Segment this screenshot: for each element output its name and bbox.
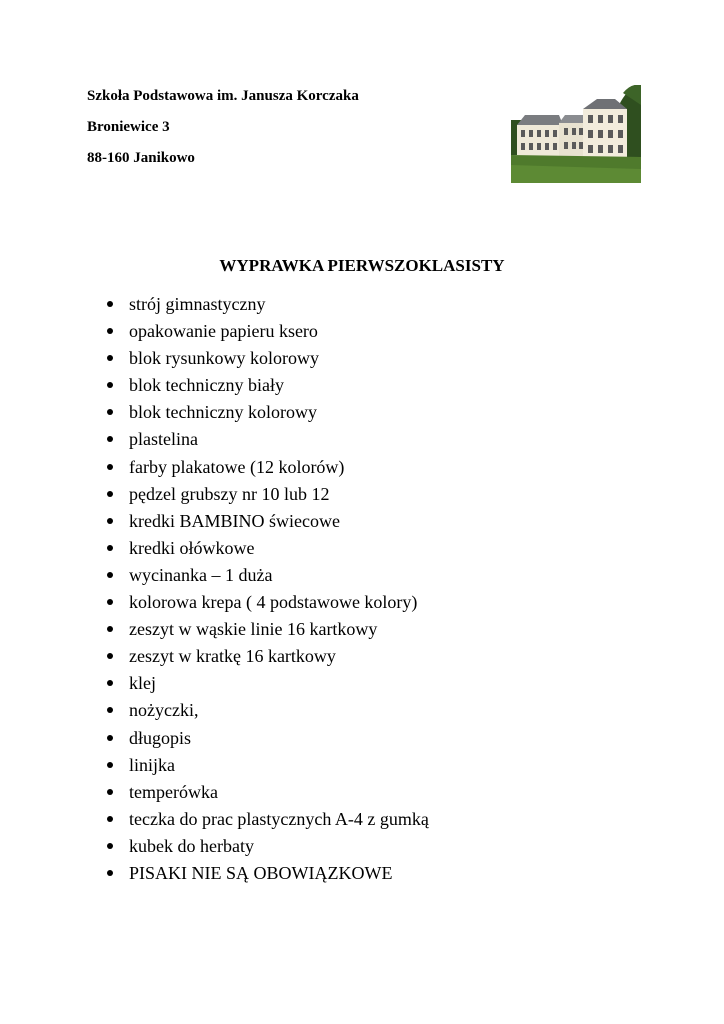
list-item-text: zeszyt w kratkę 16 kartkowy: [129, 646, 336, 667]
bullet-icon: [107, 518, 113, 524]
bullet-icon: [107, 789, 113, 795]
bullet-icon: [107, 572, 113, 578]
list-item-text: farby plakatowe (12 kolorów): [129, 456, 345, 477]
list-item-text: linijka: [129, 754, 175, 775]
school-name: Szkoła Podstawowa im. Janusza Korczaka: [87, 88, 359, 104]
bullet-icon: [107, 301, 113, 307]
list-item-text: kredki ołówkowe: [129, 537, 255, 558]
school-building-photo: [511, 85, 641, 183]
list-item-text: wycinanka – 1 duża: [129, 564, 273, 585]
list-item-text: kubek do herbaty: [129, 835, 254, 856]
bullet-icon: [107, 653, 113, 659]
bullet-icon: [107, 626, 113, 632]
list-item-text: PISAKI NIE SĄ OBOWIĄZKOWE: [129, 862, 393, 883]
bullet-icon: [107, 409, 113, 415]
document-title: WYPRAWKA PIERWSZOKLASISTY: [219, 256, 505, 275]
list-item-text: blok rysunkowy kolorowy: [129, 348, 319, 369]
bullet-icon: [107, 545, 113, 551]
list-item-text: zeszyt w wąskie linie 16 kartkowy: [129, 619, 378, 640]
school-address-block: [87, 86, 487, 179]
bullet-icon: [107, 762, 113, 768]
bullet-icon: [107, 382, 113, 388]
bullet-icon: [107, 491, 113, 497]
list-item-text: strój gimnastyczny: [129, 294, 266, 314]
bullet-icon: [107, 707, 113, 713]
bullet-icon: [107, 680, 113, 686]
bullet-icon: [107, 328, 113, 334]
bullet-icon: [107, 464, 113, 470]
list-item-text: nożyczki,: [129, 700, 199, 721]
bullet-icon: [107, 843, 113, 849]
bullet-icon: [107, 816, 113, 822]
list-item-text: plastelina: [129, 429, 198, 450]
bullet-icon: [107, 436, 113, 442]
list-item-text: blok techniczny biały: [129, 375, 284, 396]
list-item-text: blok techniczny kolorowy: [129, 402, 317, 423]
list-item-text: opakowanie papieru ksero: [129, 321, 318, 342]
bullet-icon: [107, 735, 113, 741]
list-item-text: kolorowa krepa ( 4 podstawowe kolory): [129, 592, 418, 613]
bullet-icon: [107, 870, 113, 876]
bullet-icon: [107, 355, 113, 361]
list-item-text: klej: [129, 673, 156, 694]
list-item-text: teczka do prac plastycznych A-4 z gumką: [129, 808, 429, 829]
list-item-text: długopis: [129, 727, 192, 748]
school-street: Broniewice 3: [87, 119, 170, 135]
bullet-icon: [107, 599, 113, 605]
school-city: 88-160 Janikowo: [87, 150, 195, 166]
list-item-text: temperówka: [129, 781, 218, 802]
list-item-text: kredki BAMBINO świecowe: [129, 510, 340, 531]
list-item-text: pędzel grubszy nr 10 lub 12: [129, 483, 330, 504]
